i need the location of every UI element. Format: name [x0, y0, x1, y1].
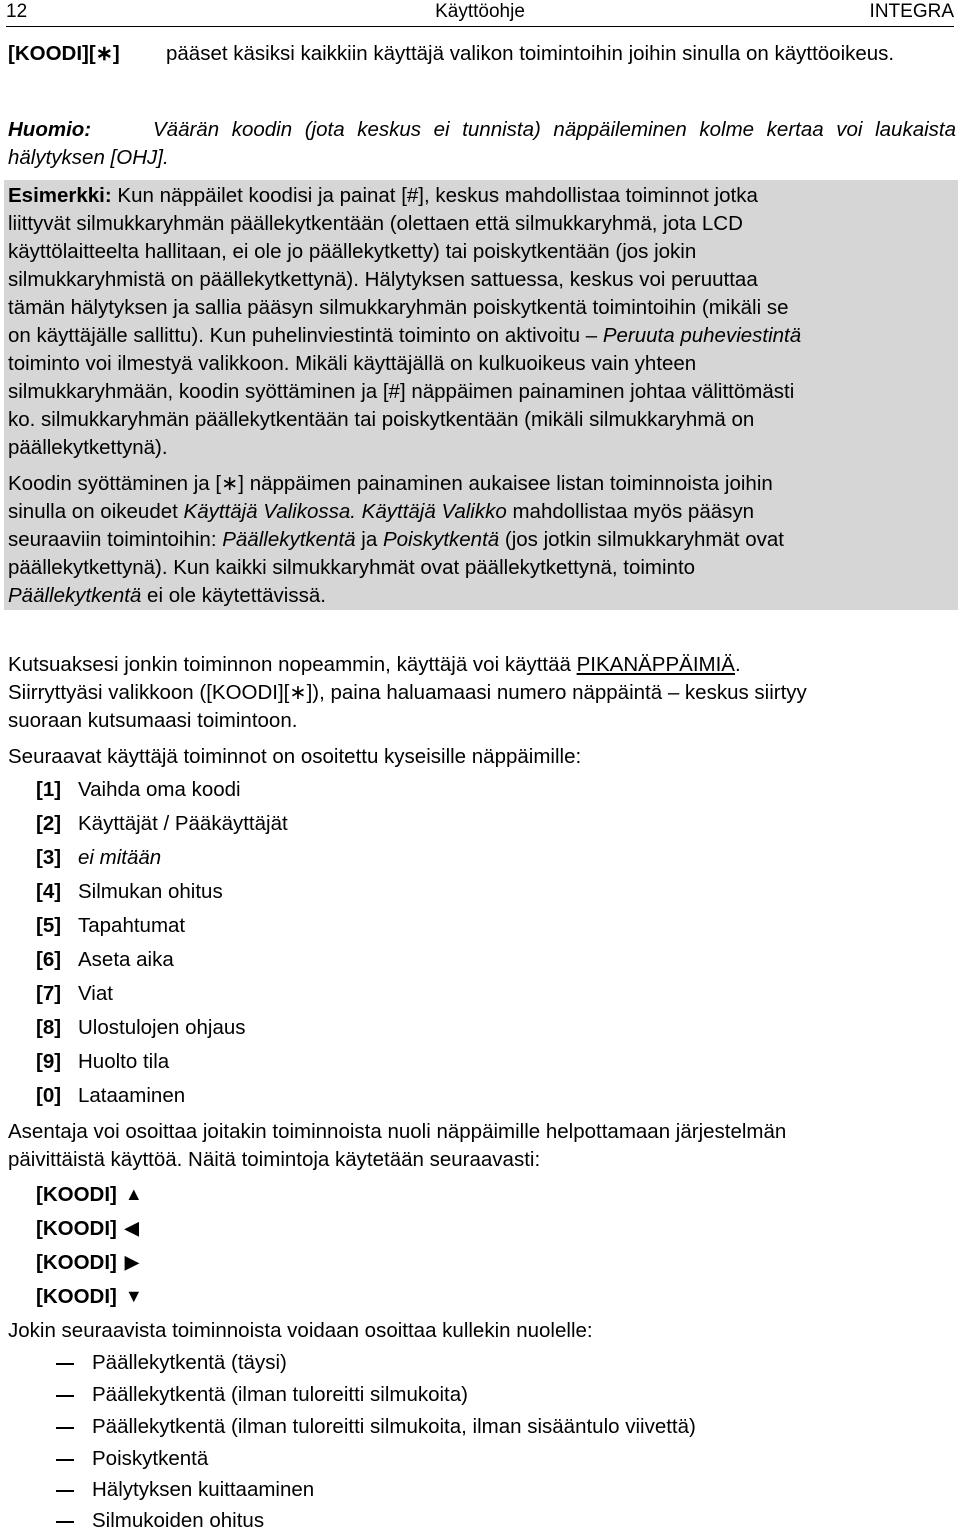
- assign-intro: Jokin seuraavista toiminnoista voidaan osoittaa kullekin nuolelle:: [8, 1319, 593, 1342]
- koodi-note-text: pääset käsiksi kaikkiin käyttäjä valikon toimintoihin joihin sinulla on käyttöoikeus.: [166, 42, 895, 65]
- arrow-left-icon: ◀: [124, 1218, 139, 1238]
- koodi-note: [8, 40, 956, 98]
- list-item: [0] Lataaminen: [36, 1084, 186, 1107]
- page-header: [6, 0, 954, 27]
- huomio-text: Väärän koodin (jota keskus ei tunnista) näppäileminen kolme kertaa voi laukaista hälytyksen [OHJ].: [8, 118, 956, 169]
- header-product: INTEGRA: [869, 1, 954, 22]
- page-number: 12: [6, 1, 28, 22]
- arrow-key-row: [KOODI] ▼: [36, 1282, 143, 1311]
- huomio-term: Huomio:: [8, 118, 92, 141]
- list-item: [5] Tapahtumat: [36, 914, 186, 937]
- example-term: Esimerkki:: [8, 184, 112, 207]
- dash-bullet-icon: [56, 1363, 74, 1365]
- arrow-key-row: [KOODI] ▶: [36, 1248, 139, 1277]
- arrow-right-icon: ▶: [124, 1252, 139, 1272]
- manual-page: 12 Käyttöohje INTEGRA pääset käsiksi kaikkiin käyttäjä valikon toimintoihin joihin sinulla on käyttöoikeus. [KOODI][∗] Väärän koodin (jota keskus ei tunnista) näppäileminen kolme kertaa voi laukaista hälytyksen [OHJ]. Huomio: Esimerkki: Kun näppäilet koodisi ja painat [#], keskus mahdollistaa toiminnot jotka liittyvät silmukkaryhmän päällekytkentään (olettaen että silmukkaryhmä, jota LCD käyttölaitteelta hallitaan, ei ole jo päällekytketty) tai poiskytkentään (jos jokin silmukkaryhmistä on päällekytkettynä). Hälytyksen sattuessa, keskus voi peruuttaa tämän hälytyksen ja sallia pääsyn silmukkaryhmän poiskytkentä toimintoihin (mikäli se on käyttäjälle sallittu). Kun puhelinviestintä toiminto on aktivoitu – Peruuta puheviestintä toiminto voi ilmestyä valikkoon. Mikäli käyttäjällä on kulkuoikeus vain yhteen silmukkaryhmään, koodin syöttäminen ja [#] näppäimen painaminen johtaa välittömästi ko. silmukkaryhmän päällekytkentään tai poiskytkentään (mikäli silmukkaryhmä on päällekytkettynä). Koodin syöttäminen ja [∗] näppäimen painaminen aukaisee listan toiminnoista joihin sinulla on oikeudet Käyttäjä Valikossa. Käyttäjä Valikko mahdollistaa myös pääsyn seuraaviin toimintoihin: Päällekytkentä ja Poiskytkentä (jos jotkin silmukkaryhmät ovat päällekytkettynä). Kun kaikki silmukkaryhmät ovat päällekytkettynä, toiminto Päällekytkentä ei ole käytettävissä. Kutsuaksesi jonkin toiminnon nopeammin, käyttäjä voi käyttää PIKANÄPPÄIMIÄ. Siirryttyäsi valikkoon ([KOODI][∗]), paina haluamaasi numero näppäintä – keskus siirtyy suoraan kutsumaasi toimintoon. Seuraavat käyttäjä toiminnot on osoitettu kyseisille näppäimille: [1] Vaihda oma koodi [2] Käyttäjät / Pääkäyttäjät [3] ei mitään [4] Silmukan ohitus [5] Tapahtumat [6] Aseta aika [7] Viat [8] Ulostulojen ohjaus [9] Huolto tila [0] Lataaminen Asentaja voi osoittaa joitakin toiminnoista nuoli näppäimille helpottamaan järjestelmän päivittäistä käyttöä. Näitä toimintoja käytetään seuraavasti: [KOODI] ▲ [KOODI] ◀ [KOODI] ▶ [KOODI] ▼ Jokin seuraavista toiminnoista voidaan osoittaa kullekin nuolelle: Päällekytkentä (täysi) Päällekytkentä (ilman tuloreitti silmukoita) Päällekytkentä (ilman tuloreitti silmukoita, ilman sisääntulo viivettä) Poiskytkentä Hälytyksen kuittaaminen Silmukoiden ohitus: [6, 1, 956, 1532]
- list-item: [8] Ulostulojen ohjaus: [36, 1016, 246, 1039]
- dash-bullet-icon: [56, 1459, 74, 1461]
- dash-bullet-icon: [56, 1490, 74, 1492]
- list-item: [2] Käyttäjät / Pääkäyttäjät: [36, 812, 288, 835]
- list-item: [9] Huolto tila: [36, 1050, 170, 1073]
- list-item: [6] Aseta aika: [36, 948, 174, 971]
- arrow-key-row: [KOODI] ▲: [36, 1180, 143, 1209]
- list-item: [1] Vaihda oma koodi: [36, 778, 241, 801]
- huomio-note: [8, 116, 956, 174]
- shortcut-link[interactable]: PIKANÄPPÄIMIÄ: [576, 653, 735, 676]
- list-item: [3] ei mitään: [36, 846, 162, 869]
- example-paragraph: Esimerkki: Kun näppäilet koodisi ja painat [#], keskus mahdollistaa toiminnot jotka liittyvät silmukkaryhmän päällekytkentään (olettaen että silmukkaryhmä, jota LCD käyttölaitteelta hallitaan, ei ole jo päällekytketty) tai poiskytkentään (jos jokin silmukkaryhmistä on päällekytkettynä). Hälytyksen sattuessa, keskus voi peruuttaa tämän hälytyksen ja sallia pääsyn silmukkaryhmän poiskytkentä toimintoihin (mikäli se on käyttäjälle sallittu). Kun puhelinviestintä toiminto on aktivoitu – Peruuta puheviestintä toiminto voi ilmestyä valikkoon. Mikäli käyttäjällä on kulkuoikeus vain yhteen silmukkaryhmään, koodin syöttäminen ja [#] näppäimen painaminen johtaa välittömästi ko. silmukkaryhmän päällekytkentään tai poiskytkentään (mikäli silmukkaryhmä on päällekytkettynä).: [8, 184, 802, 459]
- star-menu-paragraph: Koodin syöttäminen ja [∗] näppäimen painaminen aukaisee listan toiminnoista joihin sinulla on oikeudet Käyttäjä Valikossa. Käyttäjä Valikko mahdollistaa myös pääsyn seuraaviin toimintoihin: Päällekytkentä ja Poiskytkentä (jos jotkin silmukkaryhmät ovat päällekytkettynä). Kun kaikki silmukkaryhmät ovat päällekytkettynä, toiminto Päällekytkentä ei ole käytettävissä.: [8, 472, 784, 607]
- arrow-up-icon: ▲: [124, 1184, 143, 1204]
- list-item: [4] Silmukan ohitus: [36, 880, 223, 903]
- keys-intro: Seuraavat käyttäjä toiminnot on osoitettu kyseisille näppäimille:: [8, 745, 582, 768]
- arrow-down-icon: ▼: [124, 1286, 143, 1306]
- dash-bullet-icon: [56, 1521, 74, 1523]
- dash-bullet-icon: [56, 1427, 74, 1429]
- shortcut-paragraph: Kutsuaksesi jonkin toiminnon nopeammin, käyttäjä voi käyttää PIKANÄPPÄIMIÄ. Siirryttyäsi valikkoon ([KOODI][∗]), paina haluamaasi numero näppäintä – keskus siirtyy suoraan kutsumaasi toimintoon.: [8, 653, 807, 732]
- header-title: Käyttöohje: [435, 1, 525, 22]
- koodi-note-term: [KOODI][∗]: [8, 42, 120, 65]
- dash-bullet-icon: [56, 1395, 74, 1397]
- shaded-example-block: [4, 180, 958, 610]
- installer-paragraph: Asentaja voi osoittaa joitakin toiminnoista nuoli näppäimille helpottamaan järjestelmän päivittäistä käyttöä. Näitä toimintoja käytetään seuraavasti:: [8, 1120, 787, 1171]
- list-item: [7] Viat: [36, 982, 113, 1005]
- arrow-key-row: [KOODI] ◀: [36, 1214, 139, 1243]
